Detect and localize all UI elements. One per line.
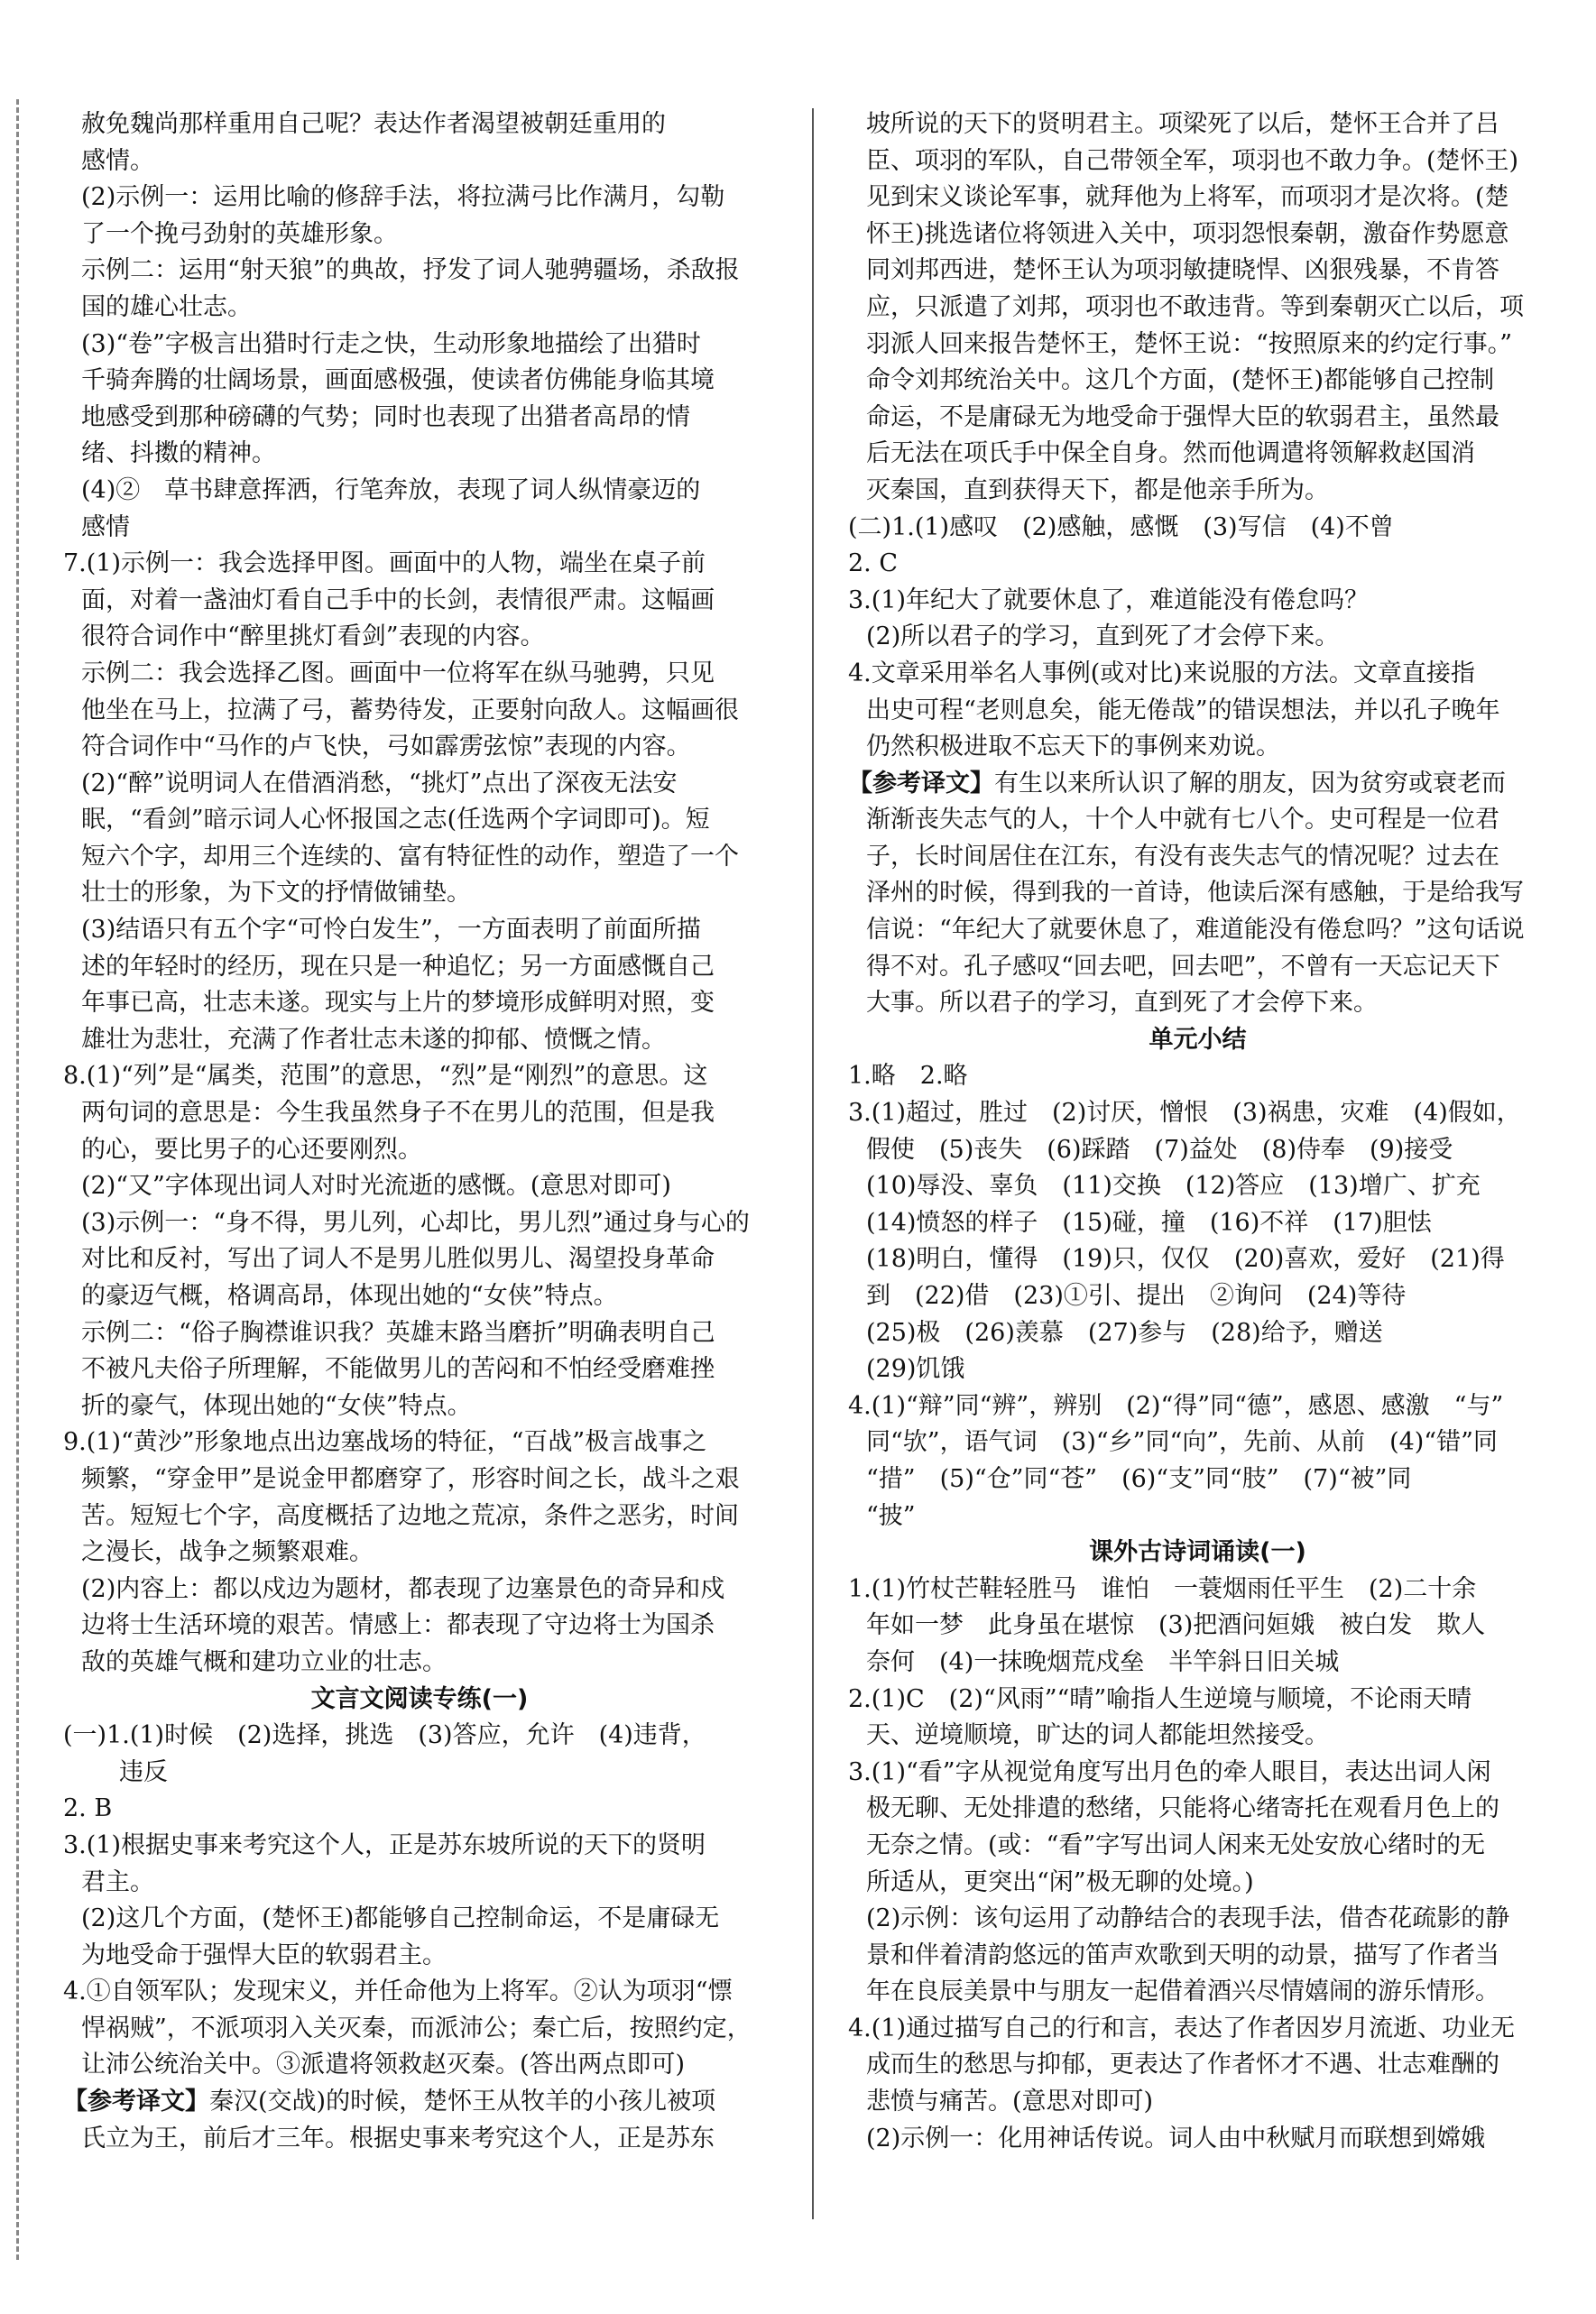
text-line: 臣、项羽的军队，自己带领全军，项羽也不敢力争。(楚怀王) [866, 146, 1519, 175]
text-line: 频繁，“穿金甲”是说金甲都磨穿了，形容时间之长，战斗之艰 [81, 1464, 740, 1493]
text-line: 灭秦国，直到获得天下，都是他亲手所为。 [866, 475, 1329, 504]
text-line: 了一个挽弓劲射的英雄形象。 [81, 219, 398, 248]
text-line: 成而生的愁思与抑郁，更表达了作者怀才不遇、壮志难酬的 [866, 2051, 1499, 2079]
text-line: 8.(1)“列”是“属类，范围”的意思，“烈”是“刚烈”的意思。这 [63, 1062, 708, 1091]
left-column [63, 106, 776, 2157]
text-line [63, 2084, 776, 2121]
text-line: 的心，要比男子的心还要刚烈。 [81, 1135, 422, 1164]
text-line: 4.文章采用举名人事例(或对比)来说服的方法。文章直接指 [848, 659, 1475, 687]
text-line: 2. C [848, 549, 899, 578]
text-line: 同“欤”，语气词 (3)“乡”同“向”，先前、从前 (4)“错”同 [866, 1428, 1498, 1457]
text-line: 后无法在项氏手中保全自身。然而他调遣将领解救赵国消 [866, 439, 1475, 468]
text-line: (2)“又”字体现出词人对时光流逝的感慨。(意思对即可) [81, 1172, 671, 1201]
text-line: 命运，不是庸碌无为地受命于强悍大臣的软弱君主，虽然最 [866, 402, 1499, 431]
text-line: 渐渐丧失志气的人，十个人中就有七八个。史可程是一位君 [866, 806, 1499, 834]
text-line: 苦。短短七个字，高度概括了边地之荒凉，条件之恶劣，时间 [81, 1501, 739, 1530]
text-line: 子，长时间居住在江东，有没有丧失志气的情况呢？过去在 [866, 842, 1499, 871]
text-line: 所适从，更突出“闲”极无聊的处境。) [866, 1867, 1254, 1896]
text-line: 7.(1)示例一：我会选择甲图。画面中的人物，端坐在桌子前 [63, 549, 706, 578]
text-line: 两句词的意思是：今生我虽然身子不在男儿的范围，但是我 [81, 1099, 715, 1128]
text-line: (2)示例：该句运用了动静结合的表现手法，借杏花疏影的静 [866, 1904, 1510, 1933]
text-line: 雄壮为悲壮，充满了作者壮志未遂的抑郁、愤慨之情。 [81, 1025, 666, 1054]
section-heading: 文言文阅读专练(一) [310, 1684, 529, 1713]
text-line: 4.①自领军队；发现宋义，并任命他为上将军。②认为项羽“慓 [63, 1978, 733, 2006]
text-line: 氏立为王，前后才三年。根据史事来考究这个人，正是苏东 [81, 2124, 715, 2153]
text-line: 信说：“年纪大了就要休息了，难道能没有倦怠吗？”这句话说 [866, 916, 1525, 945]
text-line: 景和伴着清韵悠远的笛声欢歌到天明的动景，描写了作者当 [866, 1941, 1499, 1969]
text-line: 悍祸贼”，不派项羽入关灭秦，而派沛公；秦亡后，按照约定， [81, 2014, 752, 2042]
text-line: (3)结语只有五个字“可怜白发生”，一方面表明了前面所描 [81, 916, 701, 945]
text-line: 1.(1)竹杖芒鞋轻胜马 谁怕 一蓑烟雨任平生 (2)二十余 [848, 1574, 1477, 1603]
text-line: (4)② 草书肆意挥洒，行笔奔放，表现了词人纵情豪迈的 [81, 475, 701, 504]
translation-text: 有生以来所认识了解的朋友，因为贫穷或衰老而 [994, 769, 1506, 797]
text-line: (2)示例一：运用比喻的修辞手法，将拉满弓比作满月，勾勒 [81, 183, 725, 212]
text-line: 边将士生活环境的艰苦。情感上：都表现了守边将士为国杀 [81, 1611, 715, 1640]
text-line: 无奈之情。(或：“看”字写出词人闲来无处安放心绪时的无 [866, 1830, 1486, 1859]
text-line: “披” [866, 1501, 916, 1530]
text-line: 3.(1)超过，胜过 (2)讨厌，憎恨 (3)祸患，灾难 (4)假如， [848, 1099, 1521, 1128]
text-line: 得不对。孔子感叹“回去吧，回去吧”，不曾有一天忘记天下 [866, 952, 1500, 981]
text-line: 大事。所以君子的学习，直到死了才会停下来。 [866, 989, 1378, 1018]
text-line: (二)1.(1)感叹 (2)感触，感慨 (3)写信 (4)不曾 [848, 512, 1394, 541]
text-line: (10)辱没、辜负 (11)交换 (12)答应 (13)增广、扩充 [866, 1172, 1481, 1201]
text-line: (2)所以君子的学习，直到死了才会停下来。 [866, 622, 1340, 651]
text-line: 羽派人回来报告楚怀王，楚怀王说：“按照原来的约定行事。” [866, 329, 1513, 358]
text-line: 年事已高，壮志未遂。现实与上片的梦境形成鲜明对照，变 [81, 989, 715, 1018]
text-line: 怀王)挑选诸位将领进入关中，项羽怨恨秦朝，激奋作势愿意 [866, 219, 1509, 248]
text-line: 奈何 (4)一抹晚烟荒戍垒 半竿斜日旧关城 [866, 1647, 1340, 1676]
text-line: 3.(1)根据史事来考究这个人，正是苏东坡所说的天下的贤明 [63, 1830, 706, 1859]
text-line [848, 766, 1547, 803]
text-line: 极无聊、无处排遣的愁绪，只能将心绪寄托在观看月色上的 [866, 1794, 1499, 1823]
section-heading: 课外古诗词诵读(一) [1089, 1538, 1306, 1567]
text-line: 面，对着一盏油灯看自己手中的长剑，表情很严肃。这幅画 [81, 585, 715, 614]
text-line: (3)示例一：“身不得，男儿列，心却比，男儿烈”通过身与心的 [81, 1208, 750, 1237]
text-line: 对比和反衬，写出了词人不是男儿胜似男儿、渴望投身革命 [81, 1245, 715, 1274]
text-line: (14)愤怒的样子 (15)碰，撞 (16)不祥 (17)胆怯 [866, 1208, 1432, 1237]
text-line: 同刘邦西进，楚怀王认为项羽敏捷晓悍、凶狠残暴，不肯答 [866, 256, 1499, 285]
translation-label: 【参考译文】 [63, 2088, 209, 2116]
text-line: 他坐在马上，拉满了弓，蓄势待发，正要射向敌人。这幅画很 [81, 696, 739, 724]
text-line: 年如一梦 此身虽在堪惊 (3)把酒问姮娥 被白发 欺人 [866, 1611, 1486, 1640]
text-line: 应，只派遣了刘邦，项羽也不敢违背。等到秦朝灭亡以后，项 [866, 292, 1524, 321]
text-line: (2)内容上：都以戍边为题材，都表现了边塞景色的奇异和戍 [81, 1574, 725, 1603]
text-line: 示例二：我会选择乙图。画面中一位将军在纵马驰骋，只见 [81, 659, 715, 687]
text-line: 示例二：“俗子胸襟谁识我？英雄末路当磨折”明确表明自己 [81, 1318, 715, 1347]
text-line: 为地受命于强悍大臣的软弱君主。 [81, 1941, 447, 1969]
text-line: 仍然积极进取不忘天下的事例来劝说。 [866, 733, 1280, 761]
text-line: (3)“卷”字极言出猎时行走之快，生动形象地描绘了出猎时 [81, 329, 701, 358]
text-line: 3.(1)年纪大了就要休息了，难道能没有倦怠吗？ [848, 585, 1370, 614]
text-line: 眠，“看剑”暗示词人心怀报国之志(任选两个字词即可)。短 [81, 806, 710, 834]
text-line: 天、逆境顺境，旷达的词人都能坦然接受。 [866, 1721, 1329, 1750]
text-line: 短六个字，却用三个连续的、富有特征性的动作，塑造了一个 [81, 842, 739, 871]
text-line: 假使 (5)丧失 (6)踩踏 (7)益处 (8)侍奉 (9)接受 [866, 1135, 1453, 1164]
text-line: 感情。 [81, 146, 154, 175]
text-line: 4.(1)通过描写自己的行和言，表达了作者因岁月流逝、功业无 [848, 2014, 1516, 2042]
text-line: 赦免魏尚那样重用自己呢？表达作者渴望被朝廷重用的 [81, 110, 666, 138]
text-line: 地感受到那种磅礴的气势；同时也表现了出猎者高昂的情 [81, 402, 690, 431]
text-line: (一)1.(1)时候 (2)选择，挑选 (3)答应，允许 (4)违背， [63, 1721, 706, 1750]
text-line: 坡所说的天下的贤明君主。项梁死了以后，楚怀王合并了吕 [866, 110, 1499, 138]
text-line: 述的年轻时的经历，现在只是一种追忆；另一方面感慨自己 [81, 952, 715, 981]
text-line: (29)饥饿 [866, 1355, 965, 1384]
text-line: “措” (5)“仓”同“苍” (6)“支”同“肢” (7)“被”同 [866, 1464, 1412, 1493]
section-heading: 单元小结 [1149, 1025, 1247, 1054]
text-line: 9.(1)“黄沙”形象地点出边塞战场的特征，“百战”极言战事之 [63, 1428, 707, 1457]
text-line: 感情 [81, 512, 130, 541]
text-line: (2)“醉”说明词人在借酒消愁，“挑灯”点出了深夜无法安 [81, 769, 678, 797]
text-line: (25)极 (26)羡慕 (27)参与 (28)给予，赠送 [866, 1318, 1383, 1347]
text-line: 1.略 2.略 [848, 1062, 968, 1091]
text-line: 国的雄心壮志。 [81, 292, 252, 321]
text-line: 千骑奔腾的壮阔场景，画面感极强，使读者仿佛能身临其境 [81, 366, 715, 395]
text-line: 悲愤与痛苦。(意思对即可) [866, 2088, 1154, 2116]
translation-text: 秦汉(交战)的时候，楚怀王从牧羊的小孩儿被项 [209, 2088, 716, 2116]
binding-margin-line [16, 99, 19, 2260]
text-line: 符合词作中“马作的卢飞快，弓如霹雳弦惊”表现的内容。 [81, 733, 691, 761]
text-line: 违反 [119, 1757, 168, 1786]
text-line: 3.(1)“看”字从视觉角度写出月色的牵人眼目，表达出词人闲 [848, 1757, 1491, 1786]
text-line: 年在良辰美景中与朋友一起借着酒兴尽情嬉闹的游乐情形。 [866, 1978, 1499, 2006]
translation-label: 【参考译文】 [848, 769, 994, 797]
text-line: (2)示例一：化用神话传说。词人由中秋赋月而联想到嫦娥 [866, 2124, 1486, 2153]
text-line: 让沛公统治关中。③派遣将领救赵灭秦。(答出两点即可) [81, 2051, 686, 2079]
text-line: 2.(1)C (2)“风雨”“晴”喻指人生逆境与顺境，不论雨天晴 [848, 1684, 1472, 1713]
column-divider [812, 108, 814, 2219]
text-line: 出史可程“老则息矣，能无倦哉”的错误想法，并以孔子晚年 [866, 696, 1500, 724]
text-line: 折的豪气，体现出她的“女侠”特点。 [81, 1391, 472, 1420]
text-line: 命令刘邦统治关中。这几个方面，(楚怀王)都能够自己控制 [866, 366, 1495, 395]
text-line: 的豪迈气概，格调高昂，体现出她的“女侠”特点。 [81, 1282, 618, 1310]
text-line: (2)这几个方面，(楚怀王)都能够自己控制命运，不是庸碌无 [81, 1904, 720, 1933]
text-line: 绪、抖擞的精神。 [81, 439, 276, 468]
text-line: 敌的英雄气概和建功立业的壮志。 [81, 1647, 447, 1676]
text-line: 君主。 [81, 1867, 154, 1896]
text-line: 到 (22)借 (23)①引、提出 ②询问 (24)等待 [866, 1282, 1407, 1310]
text-line: 泽州的时候，得到我的一首诗，他读后深有感触，于是给我写 [866, 879, 1524, 908]
text-line: 壮士的形象，为下文的抒情做铺垫。 [81, 879, 471, 908]
text-line: 2. B [63, 1794, 113, 1823]
text-line: 不被凡夫俗子所理解，不能做男儿的苦闷和不怕经受磨难挫 [81, 1355, 715, 1384]
text-line: (18)明白，懂得 (19)只，仅仅 (20)喜欢，爱好 (21)得 [866, 1245, 1505, 1274]
text-line: 之漫长，战争之频繁艰难。 [81, 1538, 374, 1567]
text-line: 很符合词作中“醉里挑灯看剑”表现的内容。 [81, 622, 545, 651]
text-line: 4.(1)“辩”同“辨”，辨别 (2)“得”同“德”，感恩、感激 “与” [848, 1391, 1504, 1420]
text-line: 示例二：运用“射天狼”的典故，抒发了词人驰骋疆场，杀敌报 [81, 256, 740, 285]
text-line: 见到宋义谈论军事，就拜他为上将军，而项羽才是次将。(楚 [866, 183, 1509, 212]
right-column [848, 106, 1547, 2157]
